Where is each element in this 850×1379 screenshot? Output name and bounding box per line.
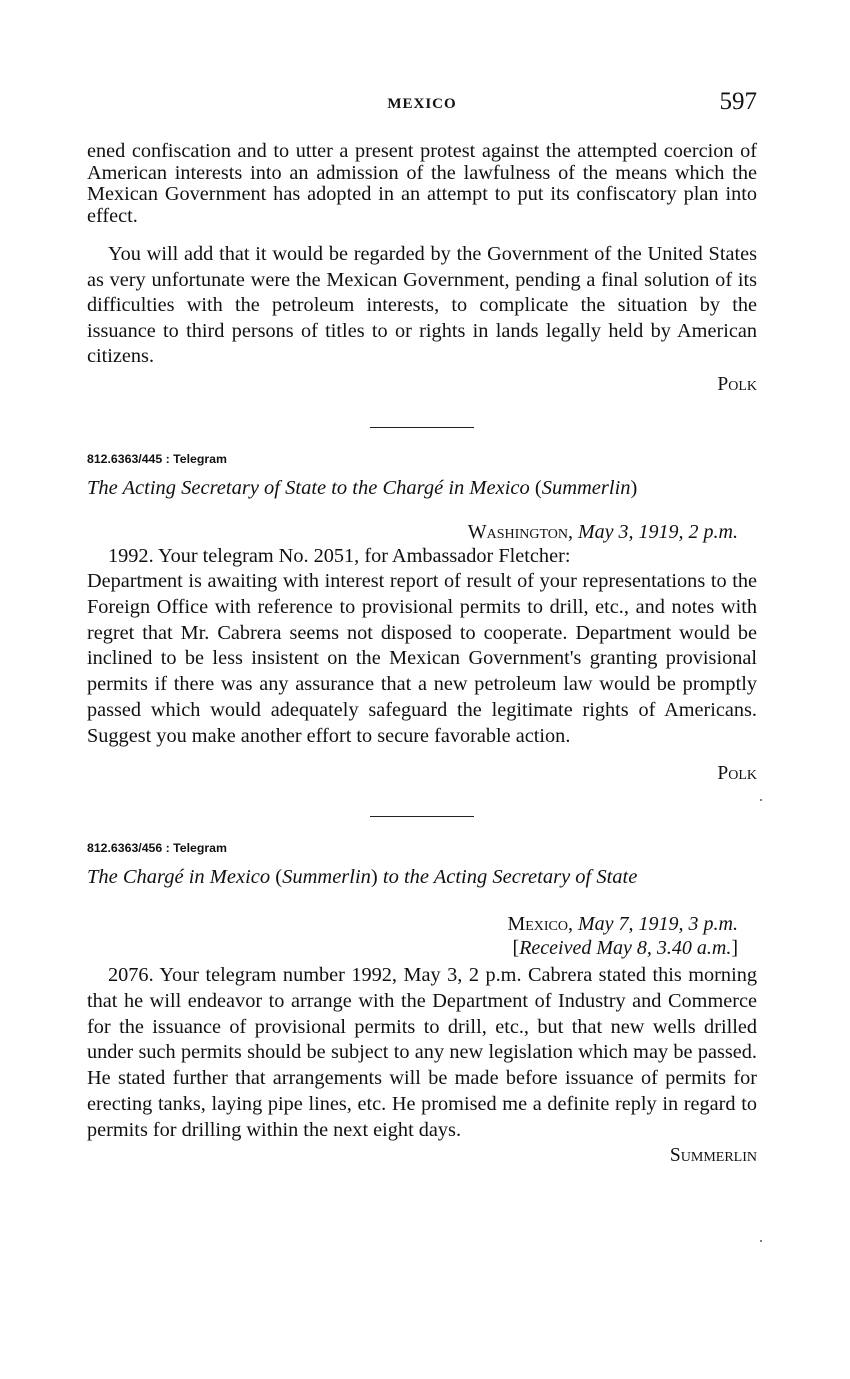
telegram-opening: 1992. Your telegram No. 2051, for Ambassador Fletcher: [108, 545, 571, 567]
heading-paren-open: ( [534, 477, 542, 499]
running-title: MEXICO [387, 96, 457, 112]
heading-paren-open: ( [275, 866, 283, 889]
heading-name: Summerlin [282, 866, 371, 889]
dateline [87, 520, 757, 544]
received-line [87, 936, 757, 960]
dateline-place: Mexico, [507, 913, 574, 936]
heading-paren-close: ) [370, 866, 378, 889]
telegram-body: 2076. Your telegram number 1992, May 3, 2 p.m. Cabrera stated this morning that he will endeavor to arrange with the Department of Industry and Commerce for the issuance of provisional permits to drill, etc., but that new wells drilled under such permits should be subject to any new legislation which may be passed. He stated further that arrangements will be made before issuance of permits for erecting tanks, laying pipe lines, etc. He promised me a definite reply in regard to permits for drilling within the next eight days. [87, 964, 757, 1141]
scan-speck [760, 1240, 762, 1242]
heading-text: The Acting Secretary of State to the Chargé in Mexico [87, 477, 535, 499]
running-header [87, 88, 757, 122]
telegram-body: Department is awaiting with interest report of result of your representations to the Foreign Office with reference to provisional permits to drill, etc., and notes with regret that Mr. Cabrera seems not disposed to cooperate. Department would be inclined to be less insistent on the Mexican Government's granting provisional permits if there was any assurance that a new petroleum law would be promptly passed which would adequately safeguard the legitimate rights of Americans. Suggest you make another effort to secure favorable action. [87, 570, 757, 747]
heading-name: Summerlin [541, 477, 631, 499]
heading-text: to the Acting Secretary of State [377, 866, 638, 889]
section-divider [370, 427, 474, 429]
heading-text: The Chargé in Mexico [87, 866, 276, 889]
page-number: 597 [719, 88, 757, 115]
signature-summerlin: Summerlin [669, 1144, 757, 1166]
signature-polk-first: Polk [717, 373, 757, 395]
continuation-paragraph: ened confiscation and to utter a present protest against the attempted coercion of American interests into an admission of the lawfulness of the means which the Mexican Government has adopted in an attempt to put its confiscatory plan into effect. [87, 140, 757, 227]
dateline-date: May 7, 1919, 3 p.m. [573, 913, 738, 936]
dateline-place: Washington, [467, 521, 574, 543]
heading-paren-close: ) [630, 477, 638, 499]
received-bracket-open: [ [512, 937, 520, 960]
instruction-paragraph: You will add that it would be regarded by the Government of the United States as very unfortunate were the Mexican Government, pending a final solution of its difficulties with the petroleum interests, to complicate the situation by the issuance to third persons of titles to or rights in lands legally held by American citizens. [87, 243, 757, 367]
file-number: 812.6363/445 : Telegram [87, 452, 227, 466]
received-text: Received May 8, 3.40 a.m. [519, 937, 732, 960]
telegram-heading [87, 865, 757, 889]
scan-speck [760, 799, 762, 801]
received-bracket-close: ] [731, 937, 738, 960]
file-number: 812.6363/456 : Telegram [87, 841, 227, 856]
signature-polk-second: Polk [717, 762, 757, 784]
dateline-date: May 3, 1919, 2 p.m. [573, 521, 738, 543]
dateline [87, 912, 757, 936]
document-page [87, 88, 757, 1168]
section-divider [370, 816, 474, 818]
telegram-heading [87, 476, 757, 500]
